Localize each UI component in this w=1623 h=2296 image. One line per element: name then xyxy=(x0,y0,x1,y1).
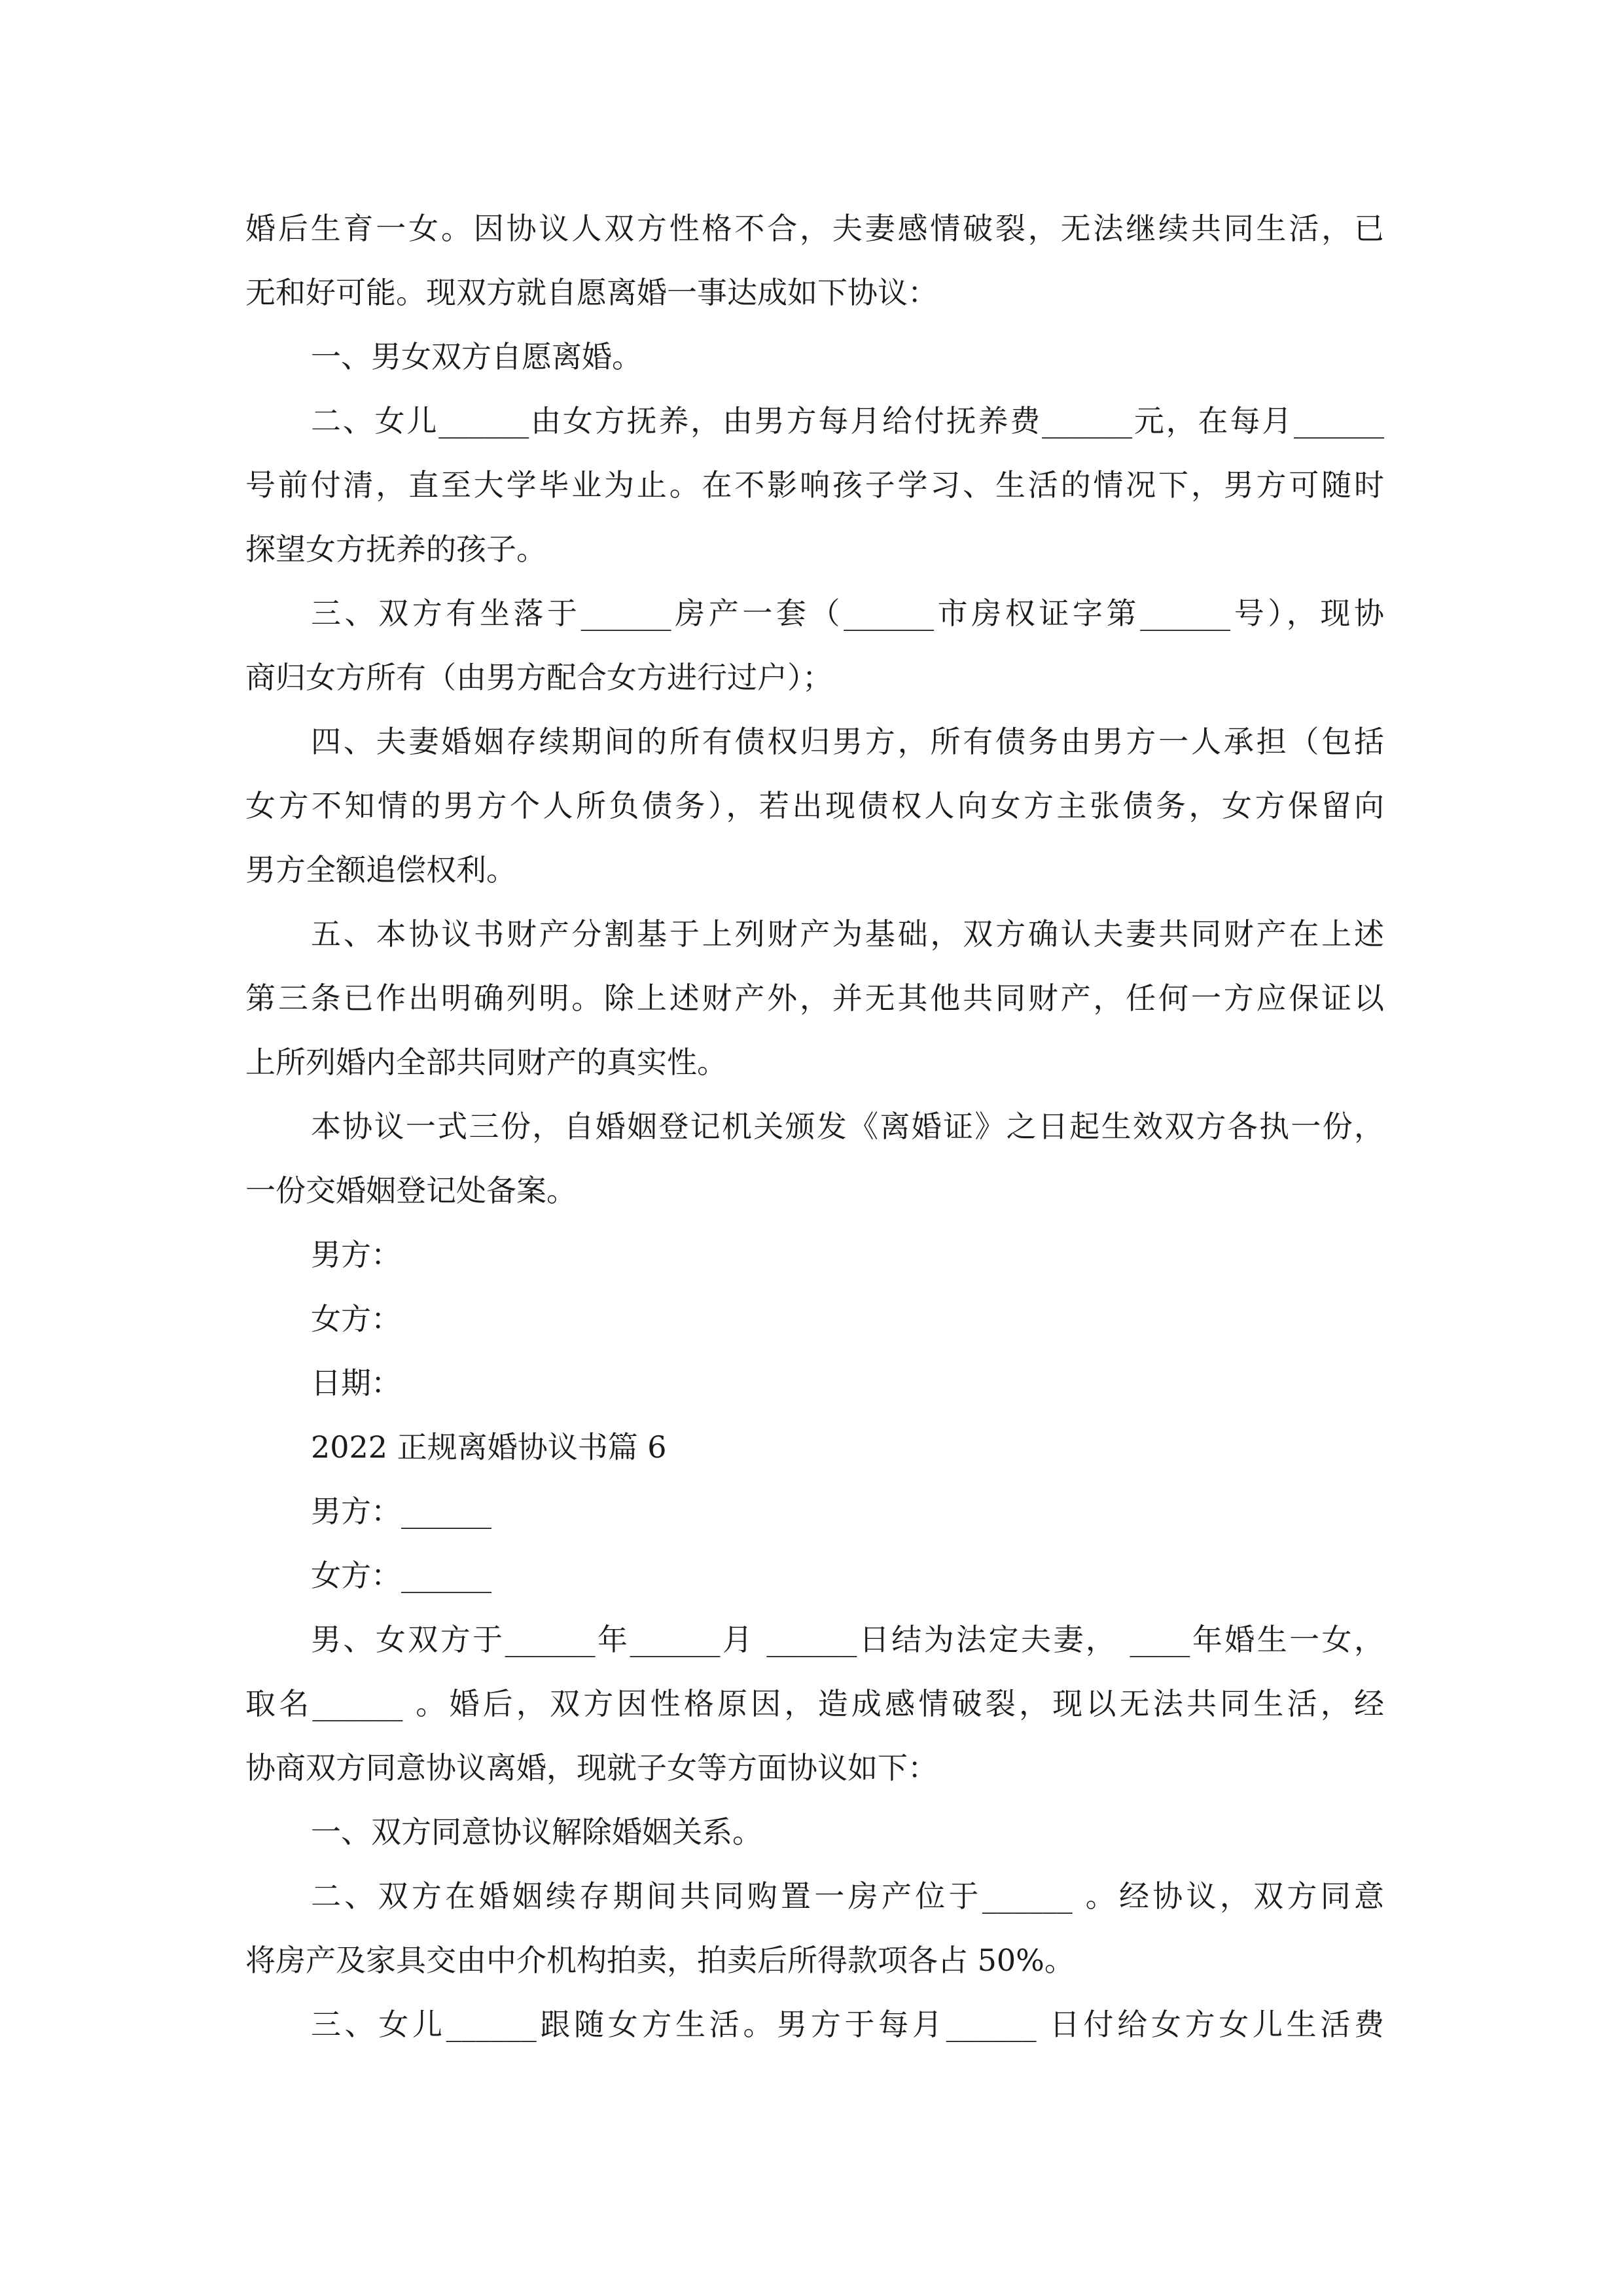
clause-2-line-2: 号前付清，直至大学毕业为止。在不影响孩子学习、生活的情况下，男方可随时 xyxy=(245,467,1384,503)
signature-date: 日期： xyxy=(311,1365,401,1401)
clause-2-line-3: 探望女方抚养的孩子。 xyxy=(245,531,546,567)
clause-4-line-3: 男方全额追偿权利。 xyxy=(245,852,516,888)
copies-line-1: 本协议一式三份，自婚姻登记机关颁发《离婚证》之日起生效双方各执一份， xyxy=(311,1109,1384,1144)
party-male: 男方：______ xyxy=(311,1494,491,1529)
party-female: 女方：______ xyxy=(311,1558,491,1593)
agreement-clause-3-line-1: 三、女儿______跟随女方生活。男方于每月______ 日付给女方女儿生活费 xyxy=(311,2007,1384,2042)
agreement-clause-2-line-2: 将房产及家具交由中介机构拍卖，拍卖后所得款项各占 50%。 xyxy=(245,1943,1075,1978)
clause-2-line-1: 二、女儿______由女方抚养，由男方每月给付抚养费______元，在每月______ xyxy=(311,403,1384,439)
clause-4-line-2: 女方不知情的男方个人所负债务），若出现债权人向女方主张债务，女方保留向 xyxy=(245,788,1384,823)
clause-4-line-1: 四、夫妻婚姻存续期间的所有债权归男方，所有债务由男方一人承担（包括 xyxy=(311,724,1384,759)
signature-male: 男方： xyxy=(311,1237,401,1272)
text-line-2: 无和好可能。现双方就自愿离婚一事达成如下协议： xyxy=(245,275,938,310)
marriage-line-1: 男、女双方于______年______月 ______日结为法定夫妻， ____年婚生一女， xyxy=(311,1622,1384,1657)
text-line-1: 婚后生育一女。因协议人双方性格不合，夫妻感情破裂，无法继续共同生活，已 xyxy=(245,211,1384,246)
section-title: 2022 正规离婚协议书篇 6 xyxy=(311,1429,667,1465)
clause-3-line-1: 三、双方有坐落于______房产一套（______市房权证字第______号），现协 xyxy=(311,596,1384,631)
marriage-line-2: 取名______ 。婚后，双方因性格原因，造成感情破裂，现以无法共同生活，经 xyxy=(245,1686,1384,1721)
clause-5-line-3: 上所列婚内全部共同财产的真实性。 xyxy=(245,1045,727,1080)
copies-line-2: 一份交婚姻登记处备案。 xyxy=(245,1173,577,1208)
signature-female: 女方： xyxy=(311,1301,401,1336)
agreement-clause-1: 一、双方同意协议解除婚姻关系。 xyxy=(311,1814,762,1850)
marriage-line-3: 协商双方同意协议离婚，现就子女等方面协议如下： xyxy=(245,1750,938,1785)
clause-3-line-2: 商归女方所有（由男方配合女方进行过户）； xyxy=(245,660,832,695)
agreement-clause-2-line-1: 二、双方在婚姻续存期间共同购置一房产位于______ 。经协议，双方同意 xyxy=(311,1878,1384,1914)
clause-1: 一、男女双方自愿离婚。 xyxy=(311,339,642,374)
clause-5-line-2: 第三条已作出明确列明。除上述财产外，并无其他共同财产，任何一方应保证以 xyxy=(245,980,1384,1016)
clause-5-line-1: 五、本协议书财产分割基于上列财产为基础，双方确认夫妻共同财产在上述 xyxy=(311,916,1384,952)
